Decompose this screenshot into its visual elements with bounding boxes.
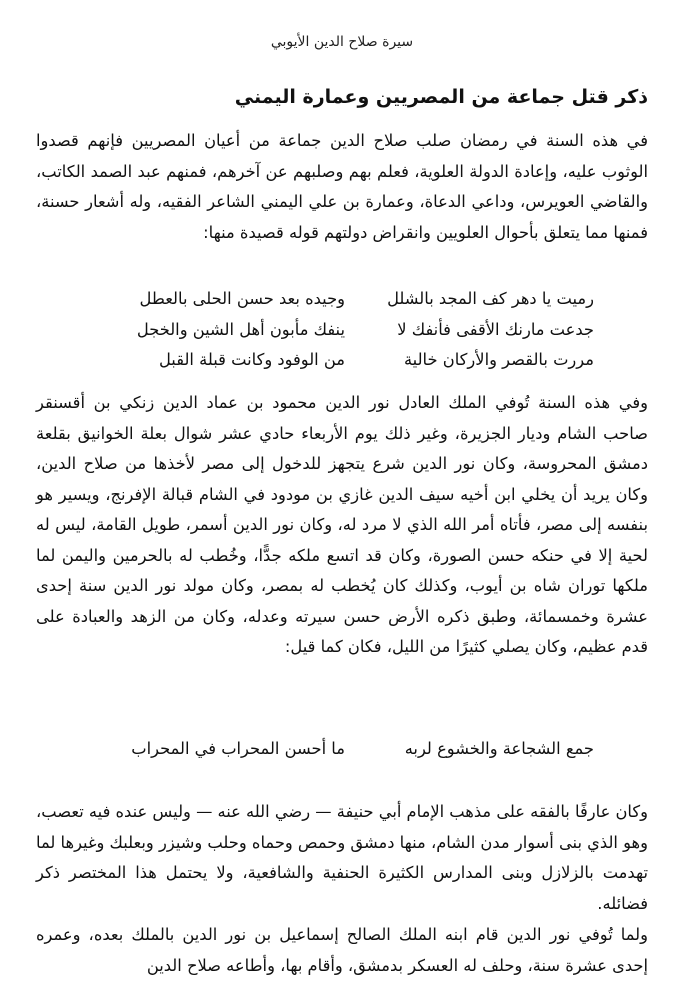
verse-second-hemistich: من الوفود وكانت قبلة القبل (158, 350, 345, 369)
section-title: ذكر قتل جماعة من المصريين وعمارة اليمني (234, 86, 648, 108)
verse-second-hemistich: ما أحسن المحراب في المحراب (131, 739, 345, 758)
verse-first-hemistich: جدعت مارنك الأقفى فأنفك لا (397, 319, 594, 339)
poem-block-1 (90, 284, 594, 376)
paragraph-1: في هذه السنة في رمضان صلب صلاح الدين جماعة من أعيان المصريين فإنهم قصدوا الوثوب عليه، وإعادة الدولة العلوية، فعلم بهم وصلبهم عن آخرهم، فمنهم عبد الصمد الكاتب، والقاضي العويرس، وداعي الدعاة، وعمارة بن علي اليمني الشاعر الفقيه، وله أشعار حسنة، فمنها مما يتعلق بأحوال العلويين وانقراض دولتهم قوله قصيدة منها: (36, 131, 648, 242)
verse-line (90, 345, 594, 376)
verse-line (90, 284, 594, 315)
running-header: سيرة صلاح الدين الأيوبي (270, 34, 414, 50)
verse-second-hemistich: وجيده بعد حسن الحلى بالعطل (139, 289, 345, 308)
poem-block-2 (90, 734, 594, 765)
verse-line (90, 315, 594, 346)
paragraph-3: وكان عارفًا بالفقه على مذهب الإمام أبي حنيفة — رضي الله عنه — وليس عنده فيه تعصب، وهو الذي بنى أسوار مدن الشام، منها دمشق وحمص وحماه وحلب وشيزر وبعلبك وغيرها لما تهدمت بالزلازل وبنى المدارس الكثيرة الحنفية والشافعية، ولا يحتمل هذا المختصر ذكر فضائله. (36, 802, 648, 913)
verse-first-hemistich: رميت يا دهر كف المجد بالشلل (387, 289, 594, 308)
verse-first-hemistich: مررت بالقصر والأركان خالية (403, 350, 594, 369)
paragraph-4: ولما تُوفي نور الدين قام ابنه الملك الصالح إسماعيل بن نور الدين بالملك بعده، وعمره إحدى عشرة سنة، وحلف له العسكر بدمشق، وأقام بها، وأطاعه صلاح الدين (36, 925, 648, 975)
verse-second-hemistich: ينفك مأبون أهل الشين والخجل (136, 319, 345, 339)
paragraph-2: وفي هذه السنة تُوفي الملك العادل نور الدين محمود بن عماد الدين زنكي بن أقسنقر صاحب الشام وديار الجزيرة، وغير ذلك يوم الأربعاء حادي عشر شوال بعلة الخوانيق بقلعة دمشق المحروسة، وكان نور الدين شرع يتجهز للدخول إلى مصر لأخذها من صلاح الدين، وكان يريد أن يخلي ابن أخيه سيف الدين غازي بن مودود في الشام قبالة الإفرنج، ويسير هو بنفسه إلى مصر، فأتاه أمر الله الذي لا مرد له، وكان نور الدين أسمر، طويل القامة، ليس له لحية إلا في حنكه حسن الصورة، وكان قد اتسع ملكه جدًّا، وخُطب له بالحرمين واليمن لما ملكها توران شاه بن أيوب، وكذلك كان يُخطب له بمصر، وكان مولد نور الدين سنة إحدى عشرة وخمسمائة، وطبق ذكره الأرض حسن سيرته وعدله، وكان من الزهد والعبادة على قدم عظيم، وكان يصلي كثيرًا من الليل، فكان كما قيل: (36, 393, 648, 656)
verse-first-hemistich: جمع الشجاعة والخشوع لربه (404, 739, 594, 758)
verse-line (90, 734, 594, 765)
